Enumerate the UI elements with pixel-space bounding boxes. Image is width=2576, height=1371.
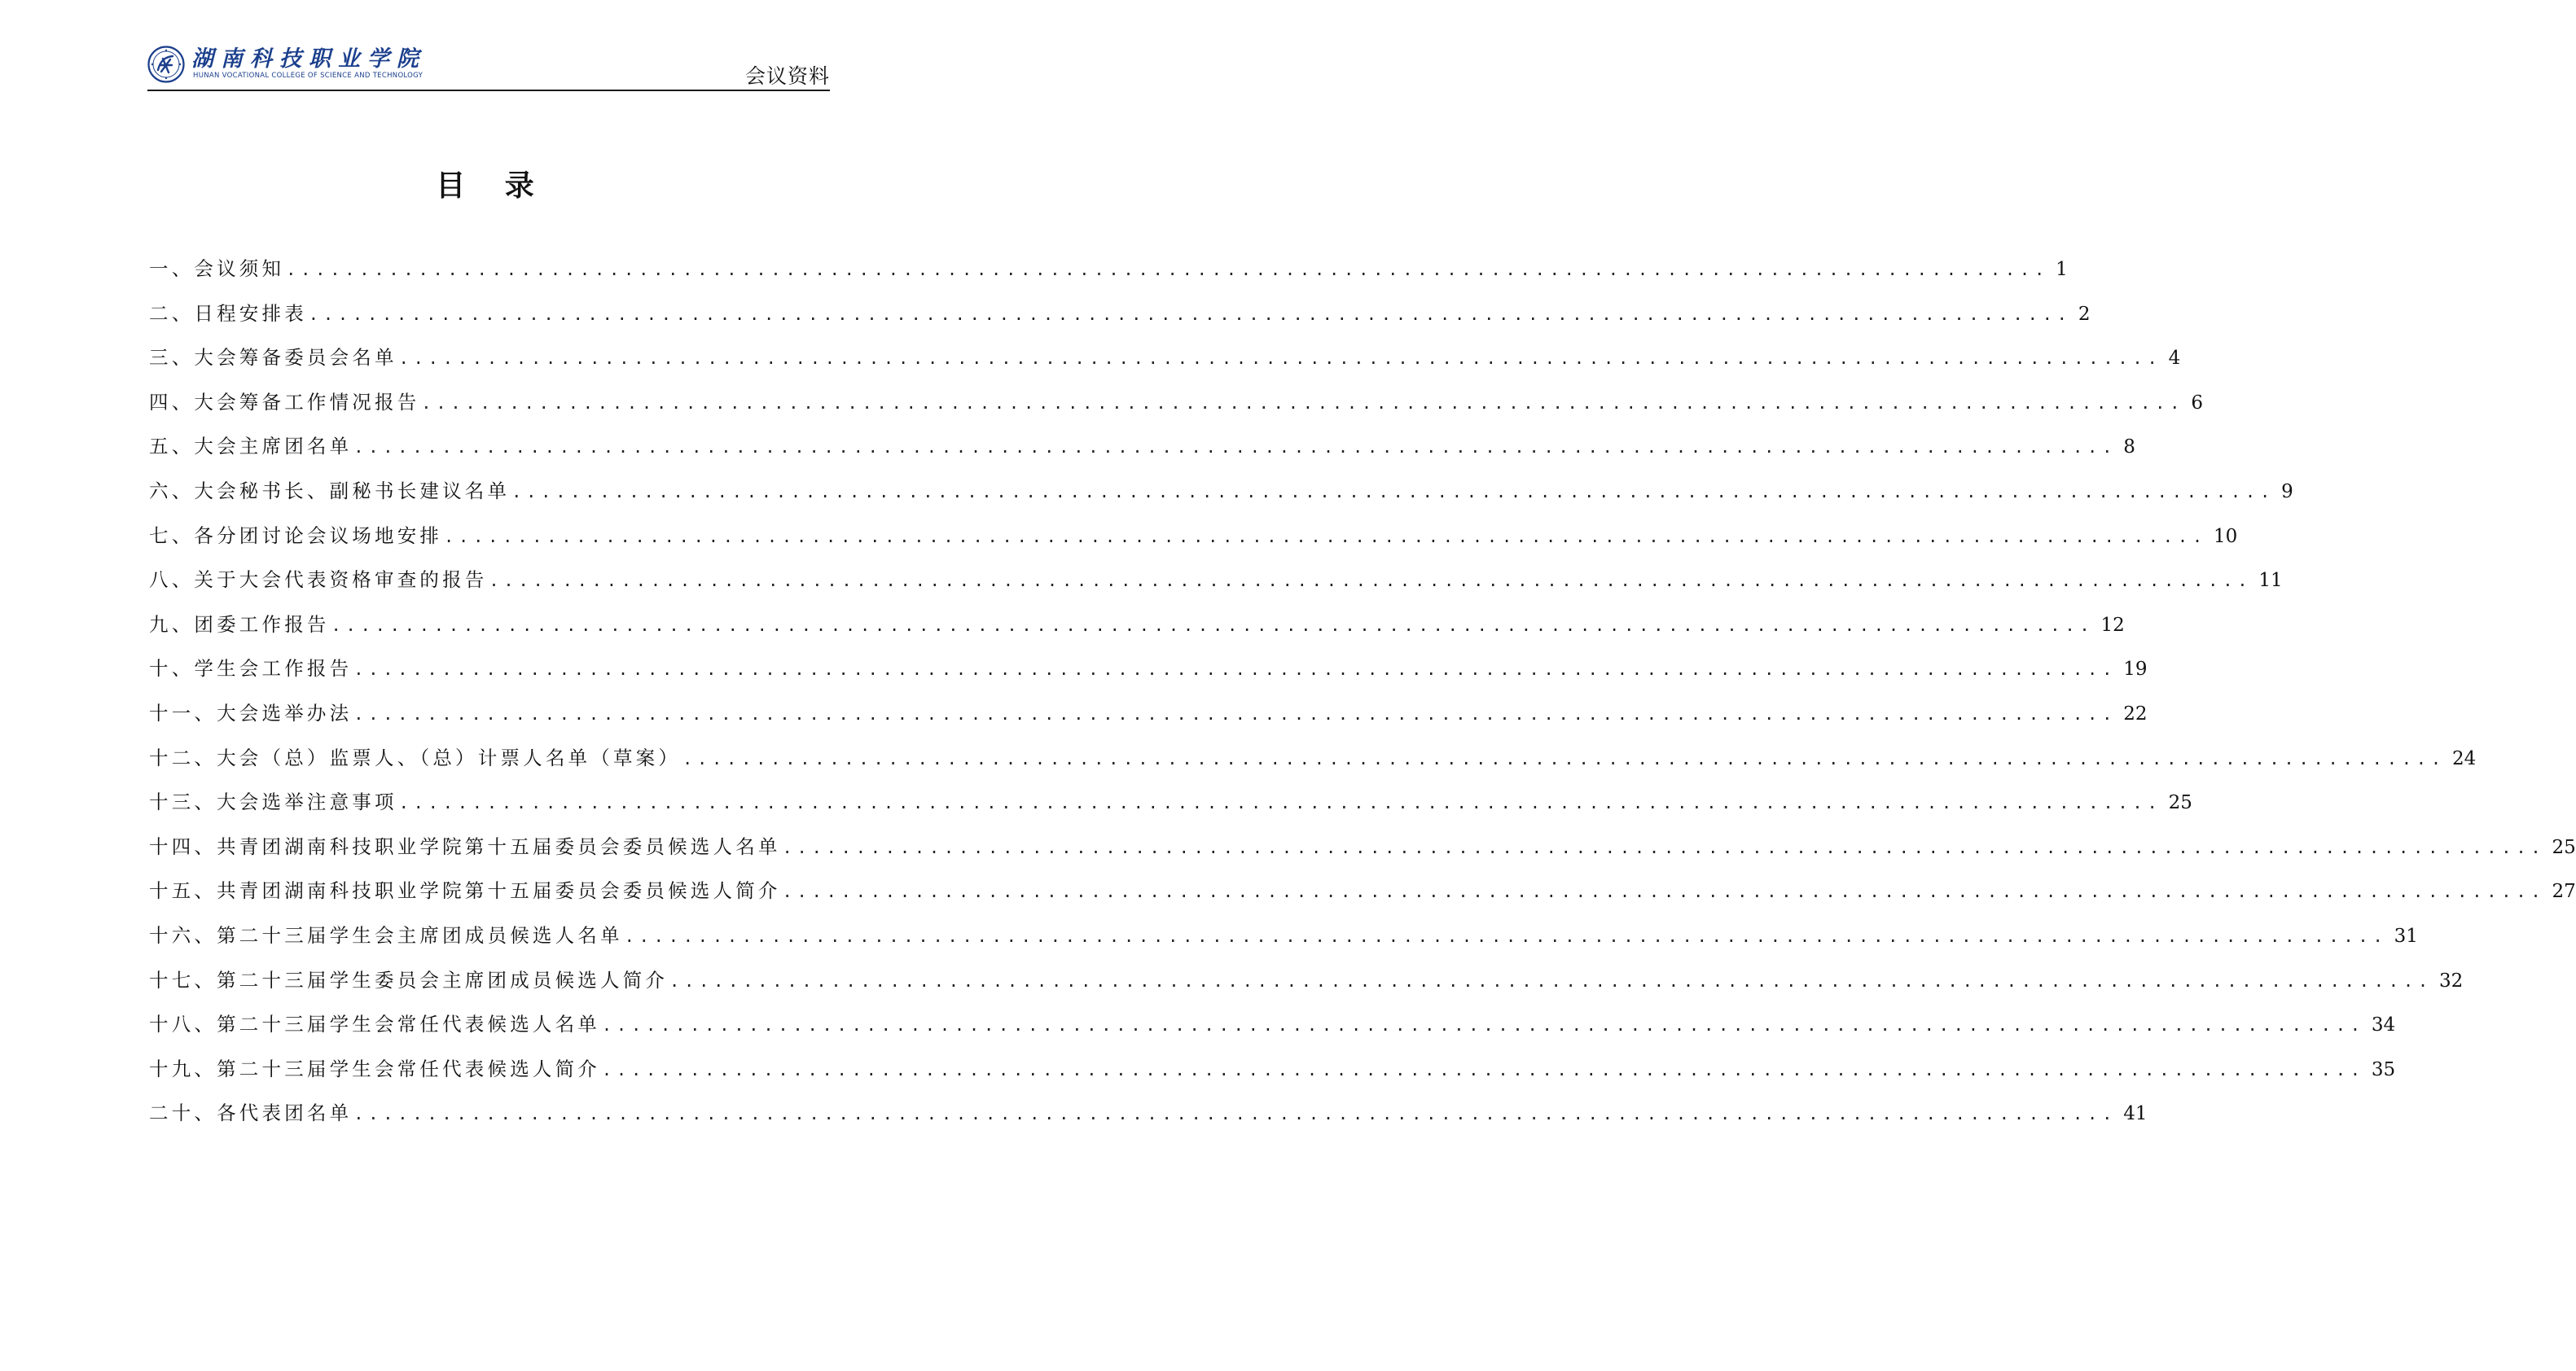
toc-dot-leader: ........................................................................................................................ (782, 882, 2546, 902)
toc-page-number: 32 (2439, 970, 2464, 992)
toc-entry[interactable] (149, 691, 2148, 736)
toc-dot-leader: ........................................................................................................................ (602, 1059, 2365, 1080)
toc-dot-leader: ........................................................................................................................ (682, 748, 2446, 769)
toc-dot-leader: ........................................................................................................................ (398, 793, 2162, 813)
toc-page-number: 31 (2394, 925, 2418, 947)
toc-entry-title: 十八、第二十三届学生会常任代表候选人名单 (149, 1013, 600, 1036)
toc-entry-title: 十、学生会工作报告 (149, 657, 353, 681)
toc-entry-title: 十六、第二十三届学生会主席团成员候选人名单 (149, 923, 623, 947)
toc-entry-title: 九、团委工作报告 (149, 612, 330, 636)
toc-page-number: 34 (2371, 1014, 2396, 1036)
toc-entry[interactable] (149, 1091, 2148, 1136)
toc-dot-leader: ........................................................................................................................ (286, 260, 2050, 279)
toc-dot-leader: ........................................................................................................................ (444, 526, 2208, 546)
toc-dot-leader: ........................................................................................................................ (489, 571, 2253, 591)
toc-dot-leader: ........................................................................................................................ (511, 481, 2275, 502)
toc-page-number: 25 (2552, 836, 2576, 858)
toc-entry-title: 五、大会主席团名单 (149, 435, 353, 458)
toc-entry-title: 二、日程安排表 (149, 301, 307, 325)
toc-entry[interactable] (149, 291, 2091, 336)
toc-entry-title: 四、大会筹备工作情况报告 (149, 390, 420, 414)
toc-entry[interactable] (149, 736, 2477, 781)
toc-page-number: 2 (2078, 303, 2091, 325)
toc-page-number: 25 (2168, 792, 2192, 814)
toc-entry[interactable] (149, 602, 2125, 647)
toc-page-number: 4 (2168, 348, 2181, 370)
toc-entry-title: 八、关于大会代表资格审查的报告 (149, 568, 488, 592)
toc-page-number: 27 (2552, 881, 2576, 903)
toc-page-number: 22 (2123, 703, 2148, 725)
toc-page-number: 19 (2123, 659, 2148, 681)
toc-page-number: 11 (2258, 570, 2283, 592)
toc-entry-title: 十四、共青团湖南科技职业学院第十五届委员会委员候选人名单 (149, 834, 781, 858)
toc-entry-title: 二十、各代表团名单 (149, 1102, 353, 1125)
toc-entry[interactable] (149, 424, 2135, 469)
college-english-name: HUNAN VOCATIONAL COLLEGE OF SCIENCE AND TECHNOLOGY (193, 72, 423, 80)
toc-dot-leader: ........................................................................................................................ (353, 703, 2117, 724)
toc-entry-title: 六、大会秘书长、副秘书长建议名单 (149, 479, 511, 502)
toc-page-number: 12 (2100, 614, 2125, 636)
toc-entry[interactable] (149, 646, 2148, 691)
header-divider (147, 90, 830, 91)
toc-dot-leader: ........................................................................................................................ (669, 970, 2433, 991)
toc-dot-leader: ........................................................................................................................ (624, 926, 2388, 946)
toc-page-number: 1 (2056, 259, 2068, 280)
toc-entry[interactable] (149, 780, 2192, 825)
toc-dot-leader: ........................................................................................................................ (421, 392, 2185, 413)
toc-dot-leader: ........................................................................................................................ (398, 348, 2162, 369)
table-of-contents (149, 247, 2576, 1136)
toc-entry[interactable] (149, 958, 2464, 1003)
toc-entry-title: 十三、大会选举注意事项 (149, 791, 397, 814)
toc-dot-leader: ........................................................................................................................ (331, 615, 2095, 635)
toc-dot-leader: ........................................................................................................................ (602, 1015, 2365, 1036)
college-emblem-icon (147, 46, 185, 83)
toc-entry[interactable] (149, 335, 2181, 380)
toc-entry-title: 十二、大会（总）监票人、（总）计票人名单（草案） (149, 746, 682, 769)
toc-entry-title: 七、各分团讨论会议场地安排 (149, 523, 443, 547)
toc-dot-leader: ........................................................................................................................ (353, 1104, 2117, 1124)
toc-page-number: 41 (2123, 1103, 2148, 1125)
toc-entry[interactable] (149, 869, 2576, 913)
toc-entry[interactable] (149, 469, 2293, 514)
toc-page-number: 9 (2281, 480, 2293, 502)
toc-entry-title: 十五、共青团湖南科技职业学院第十五届委员会委员候选人简介 (149, 879, 781, 903)
document-type-label: 会议资料 (744, 64, 830, 88)
toc-entry[interactable] (149, 380, 2203, 425)
toc-page-number: 6 (2191, 392, 2203, 414)
toc-entry-title: 十九、第二十三届学生会常任代表候选人简介 (149, 1057, 600, 1080)
toc-entry-title: 三、大会筹备委员会名单 (149, 346, 397, 370)
toc-title: 目 录 (436, 169, 549, 203)
toc-dot-leader: ........................................................................................................................ (782, 837, 2546, 857)
toc-dot-leader: ........................................................................................................................ (308, 304, 2072, 324)
toc-entry[interactable] (149, 247, 2068, 291)
toc-entry[interactable] (149, 1047, 2396, 1092)
toc-dot-leader: ........................................................................................................................ (353, 437, 2117, 458)
toc-entry[interactable] (149, 825, 2576, 869)
toc-entry-title: 十七、第二十三届学生委员会主席团成员候选人简介 (149, 968, 669, 992)
toc-entry[interactable] (149, 514, 2238, 558)
toc-page-number: 10 (2214, 525, 2238, 547)
page-header (147, 41, 830, 90)
toc-page-number: 8 (2123, 436, 2135, 458)
toc-entry[interactable] (149, 558, 2283, 602)
toc-entry[interactable] (149, 1002, 2396, 1047)
college-name-logo: 湖南科技职业学院 (191, 46, 426, 72)
toc-page-number: 35 (2371, 1058, 2396, 1080)
toc-entry[interactable] (149, 913, 2418, 958)
toc-entry-title: 十一、大会选举办法 (149, 701, 353, 725)
toc-page-number: 24 (2451, 747, 2477, 769)
toc-dot-leader: ........................................................................................................................ (353, 659, 2117, 680)
toc-entry-title: 一、会议须知 (149, 257, 285, 280)
